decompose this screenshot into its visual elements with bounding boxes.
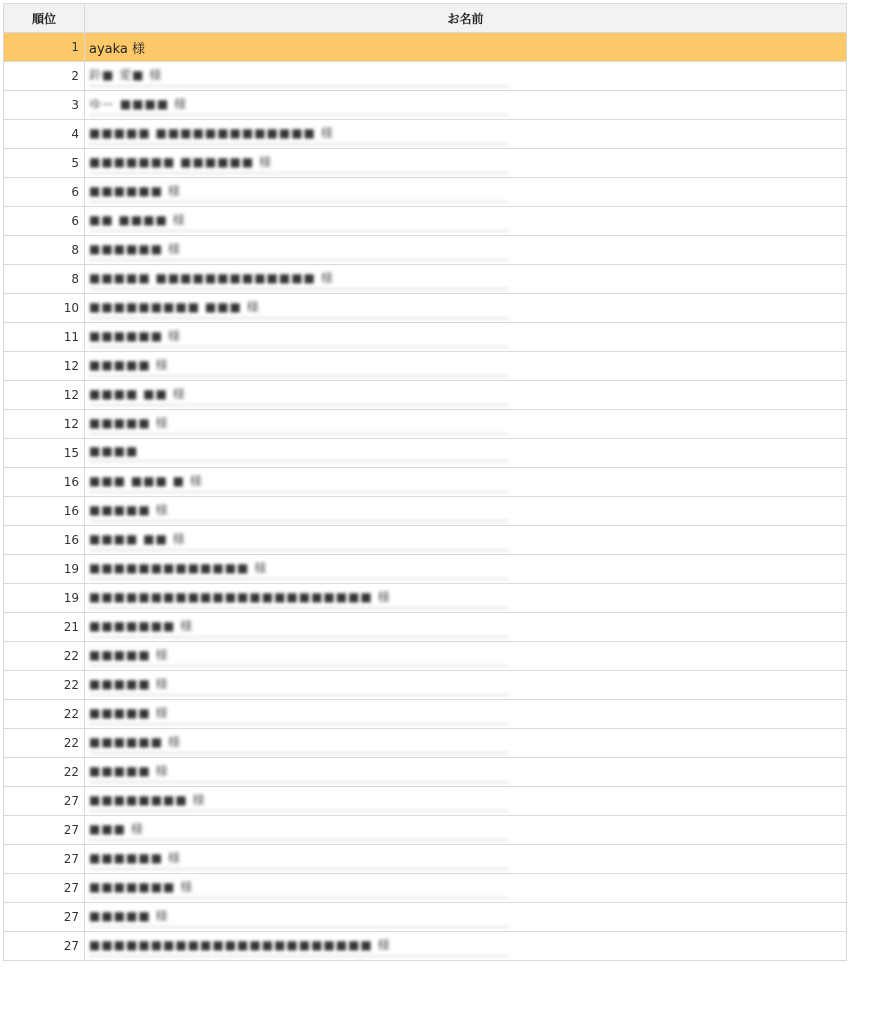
table-row bbox=[4, 555, 847, 584]
rank-cell: 12 bbox=[4, 381, 85, 410]
rank-cell: 27 bbox=[4, 903, 85, 932]
name-cell bbox=[85, 700, 847, 729]
rank-cell: 12 bbox=[4, 352, 85, 381]
name-text: ゆー ■■■■ 様 bbox=[89, 95, 509, 116]
name-cell bbox=[85, 207, 847, 236]
name-text: ■■■■ ■■ 様 bbox=[89, 530, 509, 551]
name-cell bbox=[85, 410, 847, 439]
name-text: ■■■■■ ■■■■■■■■■■■■■ 様 bbox=[89, 124, 509, 145]
rank-cell: 22 bbox=[4, 671, 85, 700]
name-cell bbox=[85, 642, 847, 671]
name-cell bbox=[85, 497, 847, 526]
table-row bbox=[4, 903, 847, 932]
table-row bbox=[4, 265, 847, 294]
name-cell bbox=[85, 555, 847, 584]
name-text: ■■■■■■ 様 bbox=[89, 182, 509, 203]
name-cell bbox=[85, 149, 847, 178]
name-text: ■■■■■■■■ 様 bbox=[89, 791, 509, 812]
name-text: ■■■■■ 様 bbox=[89, 356, 509, 377]
table-row bbox=[4, 468, 847, 497]
name-text: ayaka 様 bbox=[89, 41, 146, 57]
name-cell bbox=[85, 671, 847, 700]
table-row bbox=[4, 526, 847, 555]
table-row bbox=[4, 671, 847, 700]
table-row bbox=[4, 642, 847, 671]
table-row bbox=[4, 932, 847, 961]
name-text: ■■■■■■ 様 bbox=[89, 327, 509, 348]
name-cell bbox=[85, 33, 847, 62]
name-text: ■■■■■■■■■■■■■ 様 bbox=[89, 559, 509, 580]
table-row bbox=[4, 149, 847, 178]
name-cell bbox=[85, 294, 847, 323]
rank-cell: 22 bbox=[4, 700, 85, 729]
name-cell bbox=[85, 178, 847, 207]
rank-cell: 8 bbox=[4, 265, 85, 294]
name-text: ■■■■■■ 様 bbox=[89, 849, 509, 870]
table-row bbox=[4, 236, 847, 265]
table-row bbox=[4, 874, 847, 903]
name-text: ■■■■■ 様 bbox=[89, 907, 509, 928]
rank-cell: 27 bbox=[4, 932, 85, 961]
name-cell bbox=[85, 323, 847, 352]
name-text: ■■■■■ 様 bbox=[89, 762, 509, 783]
name-text: ■■■■■■■■■■■■■■■■■■■■■■■ 様 bbox=[89, 588, 509, 609]
rank-cell: 27 bbox=[4, 816, 85, 845]
name-text: ■■■ ■■■ ■ 様 bbox=[89, 472, 509, 493]
name-text: ■■■■ ■■ 様 bbox=[89, 385, 509, 406]
table-row bbox=[4, 352, 847, 381]
table-body bbox=[4, 33, 847, 961]
name-text: ■■■■■■■■■ ■■■ 様 bbox=[89, 298, 509, 319]
name-cell bbox=[85, 874, 847, 903]
name-text: ■■■■■ 様 bbox=[89, 675, 509, 696]
table-row bbox=[4, 323, 847, 352]
name-text: ■■■■■ 様 bbox=[89, 646, 509, 667]
rank-cell: 19 bbox=[4, 555, 85, 584]
name-cell bbox=[85, 439, 847, 468]
table-row bbox=[4, 758, 847, 787]
name-cell bbox=[85, 816, 847, 845]
name-text: ■■■■■■■ ■■■■■■ 様 bbox=[89, 153, 509, 174]
rank-cell: 16 bbox=[4, 468, 85, 497]
name-text: ■■■■■ 様 bbox=[89, 501, 509, 522]
rank-cell: 19 bbox=[4, 584, 85, 613]
table-row bbox=[4, 787, 847, 816]
name-cell bbox=[85, 729, 847, 758]
table-row bbox=[4, 729, 847, 758]
rank-cell: 22 bbox=[4, 729, 85, 758]
rank-cell: 12 bbox=[4, 410, 85, 439]
rank-cell: 27 bbox=[4, 874, 85, 903]
rank-cell: 22 bbox=[4, 642, 85, 671]
table-row bbox=[4, 178, 847, 207]
name-cell bbox=[85, 526, 847, 555]
name-text: ■■■■■ 様 bbox=[89, 704, 509, 725]
table-row bbox=[4, 91, 847, 120]
name-cell bbox=[85, 932, 847, 961]
name-cell bbox=[85, 62, 847, 91]
rank-cell: 5 bbox=[4, 149, 85, 178]
name-text: ■■■■■■ 様 bbox=[89, 733, 509, 754]
name-cell bbox=[85, 468, 847, 497]
table-header-row bbox=[4, 4, 847, 33]
rank-cell: 2 bbox=[4, 62, 85, 91]
name-text: ■■■■■ 様 bbox=[89, 414, 509, 435]
name-text: ■■■■■■ 様 bbox=[89, 240, 509, 261]
name-text: ■■■ 様 bbox=[89, 820, 509, 841]
rank-cell: 16 bbox=[4, 497, 85, 526]
rank-cell: 11 bbox=[4, 323, 85, 352]
rank-column-header: 順位 bbox=[4, 4, 85, 33]
name-cell bbox=[85, 91, 847, 120]
table-row bbox=[4, 381, 847, 410]
table-row bbox=[4, 700, 847, 729]
table-row bbox=[4, 845, 847, 874]
name-cell bbox=[85, 613, 847, 642]
name-cell bbox=[85, 845, 847, 874]
name-cell bbox=[85, 584, 847, 613]
rank-cell: 3 bbox=[4, 91, 85, 120]
name-column-header: お名前 bbox=[85, 4, 847, 33]
name-text: ■■■■ bbox=[89, 444, 509, 462]
rank-cell: 1 bbox=[4, 33, 85, 62]
rank-cell: 21 bbox=[4, 613, 85, 642]
rank-cell: 16 bbox=[4, 526, 85, 555]
table-row bbox=[4, 816, 847, 845]
name-cell bbox=[85, 236, 847, 265]
rank-cell: 6 bbox=[4, 178, 85, 207]
name-cell bbox=[85, 758, 847, 787]
table-row bbox=[4, 294, 847, 323]
name-cell bbox=[85, 381, 847, 410]
table-row bbox=[4, 207, 847, 236]
rank-cell: 22 bbox=[4, 758, 85, 787]
table-row bbox=[4, 497, 847, 526]
table-row bbox=[4, 62, 847, 91]
rank-cell: 8 bbox=[4, 236, 85, 265]
table-row bbox=[4, 33, 847, 62]
rank-cell: 6 bbox=[4, 207, 85, 236]
name-text: ■■■■■■■ 様 bbox=[89, 878, 509, 899]
name-cell bbox=[85, 265, 847, 294]
rank-cell: 27 bbox=[4, 845, 85, 874]
name-cell bbox=[85, 903, 847, 932]
table-row bbox=[4, 613, 847, 642]
table-row bbox=[4, 584, 847, 613]
rank-cell: 10 bbox=[4, 294, 85, 323]
rank-cell: 15 bbox=[4, 439, 85, 468]
name-text: ■■■■■■■■■■■■■■■■■■■■■■■ 様 bbox=[89, 936, 509, 957]
name-text: ■■■■■ ■■■■■■■■■■■■■ 様 bbox=[89, 269, 509, 290]
table-row bbox=[4, 410, 847, 439]
table-row bbox=[4, 439, 847, 468]
table-row bbox=[4, 120, 847, 149]
name-cell bbox=[85, 352, 847, 381]
name-text: ■■■■■■■ 様 bbox=[89, 617, 509, 638]
name-cell bbox=[85, 120, 847, 149]
name-text: ■■ ■■■■ 様 bbox=[89, 211, 509, 232]
ranking-table bbox=[3, 3, 847, 961]
rank-cell: 27 bbox=[4, 787, 85, 816]
name-cell bbox=[85, 787, 847, 816]
rank-cell: 4 bbox=[4, 120, 85, 149]
name-text: 鈴■ 愛■ 様 bbox=[89, 66, 509, 87]
